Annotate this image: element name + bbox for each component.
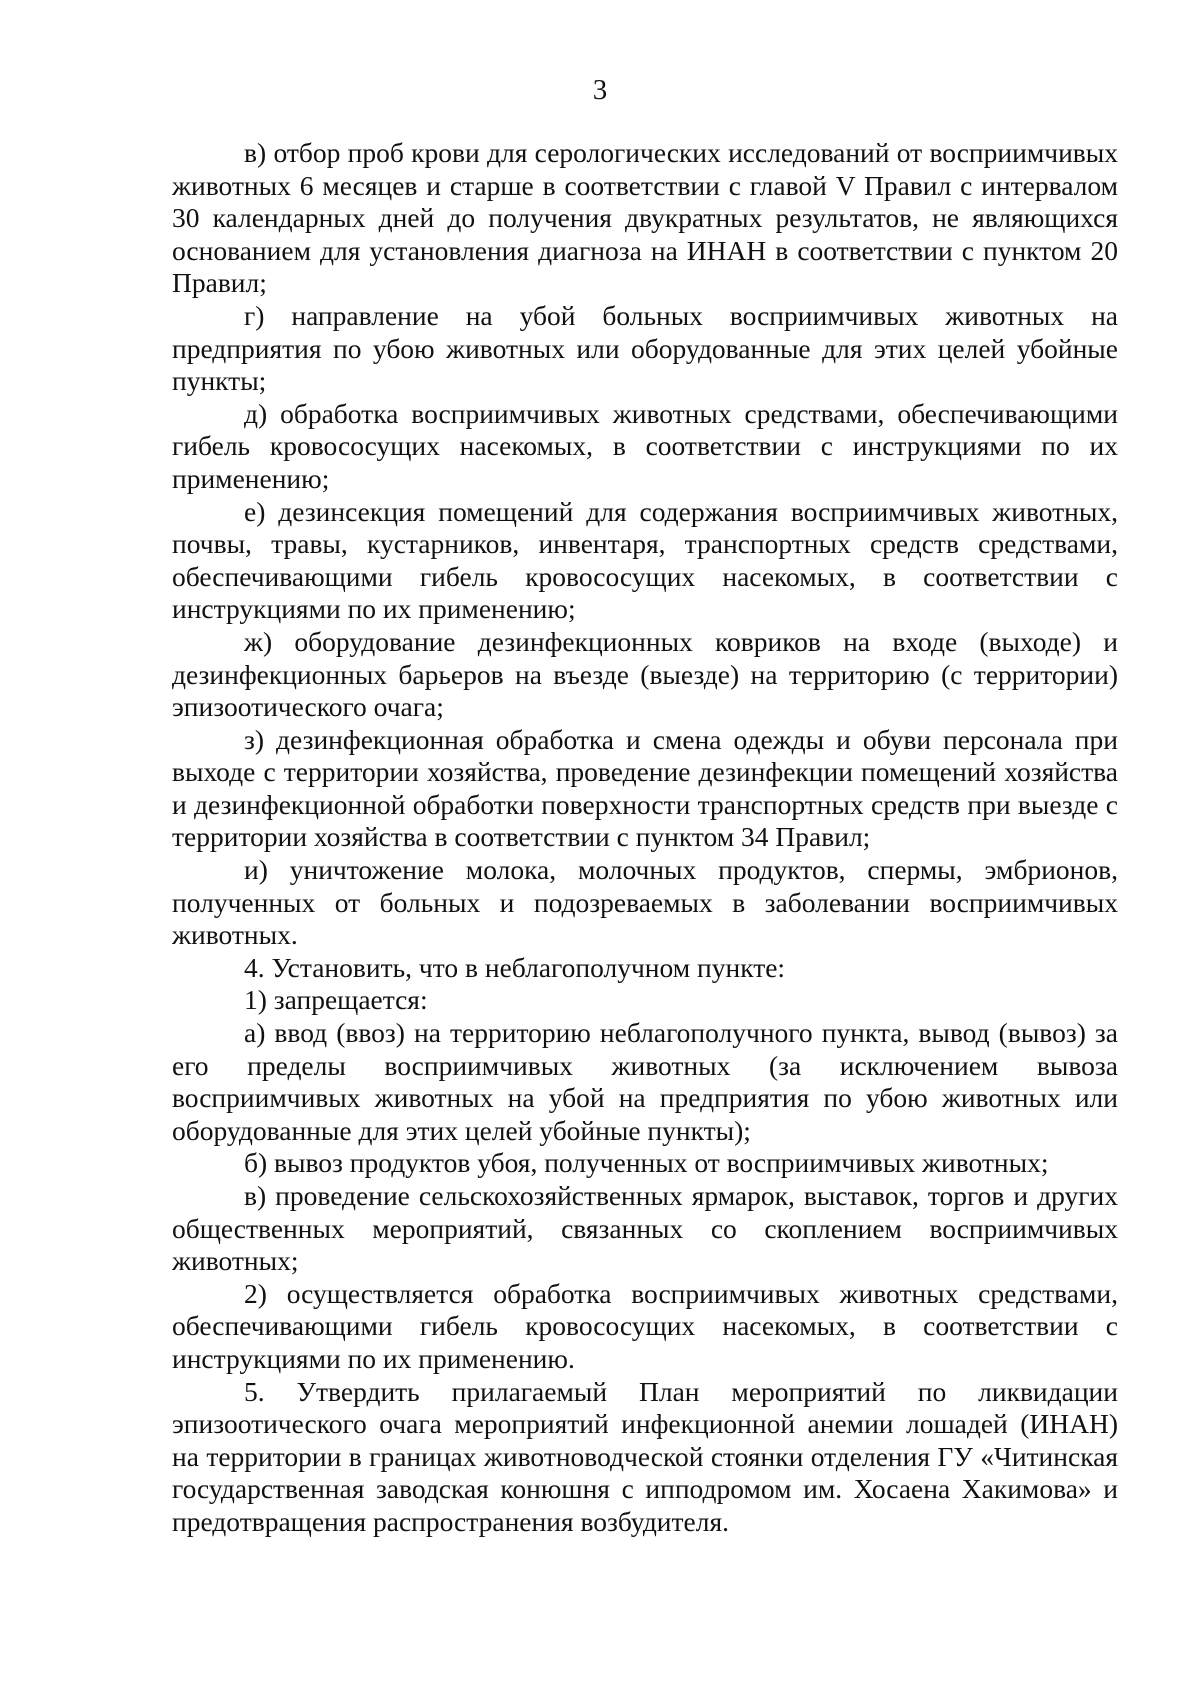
document-body [172,137,1118,1539]
paragraph-g-slaughter: г) направление на убой больных восприимчивых животных на предприятия по убою животных или оборудованные для этих целей убойные пункты; [172,299,1118,397]
paragraph-5-approve-plan: 5. Утвердить прилагаемый План мероприятий по ликвидации эпизоотического очага мероприятий инфекционной анемии лошадей (ИНАН) на территории в границах животноводческой стоянки отделения ГУ «Читинская государственная заводская конюшня с ипподромом им. Хосаена Хакимова» и предотвращения распространения возбудителя. [172,1375,1118,1537]
paragraph-d-animal-treatment: д) обработка восприимчивых животных средствами, обеспечивающими гибель кровососущих насекомых, в соответствии с инструкциями по их применению; [172,397,1118,494]
paragraph-a-import-export: а) ввод (ввоз) на территорию неблагополучного пункта, вывод (вывоз) за его пределы восприимчивых животных (за исключением вывоза восприимчивых животных на убой на предприятия по убою животных или оборудованные для этих целей убойные пункты); [172,1017,1118,1146]
paragraph-v-blood-sampling: в) отбор проб крови для серологических исследований от восприимчивых животных 6 месяцев и старше в соответствии с главой V Правил с интервалом 30 календарных дней до получения двукратных результатов, не являющихся основанием для установления диагноза на ИНАН в соответствии с пунктом 20 Правил; [172,137,1118,299]
paragraph-e-disinsection: е) дезинсекция помещений для содержания восприимчивых животных, почвы, травы, кустарников, инвентаря, транспортных средств средствами, обеспечивающими гибель кровососущих насекомых, в соответствии с инструкциями по их применению; [172,495,1118,625]
paragraph-v-fairs: в) проведение сельскохозяйственных ярмарок, выставок, торгов и других общественных мероприятий, связанных со скоплением восприимчивых животных; [172,1180,1118,1277]
paragraph-4-2-treatment: 2) осуществляется обработка восприимчивых животных средствами, обеспечивающими гибель кровососущих насекомых, в соответствии с инструкциями по их применению. [172,1277,1118,1374]
paragraph-zh-disinfection-mats: ж) оборудование дезинфекционных ковриков на входе (выходе) и дезинфекционных барьеров на въезде (выезде) на территорию (с территории) эпизоотического очага; [172,625,1118,723]
paragraph-i-milk-destruction: и) уничтожение молока, молочных продуктов, спермы, эмбрионов, полученных от больных и подозреваемых в заболевании восприимчивых животных. [172,854,1118,951]
paragraph-4-establish: 4. Установить, что в неблагополучном пункте: [244,951,786,983]
paragraph-z-personnel-disinfection: з) дезинфекционная обработка и смена одежды и обуви персонала при выходе с территории хозяйства, проведение дезинфекции помещений хозяйства и дезинфекционной обработки поверхности транспортных средств при выезде с территории хозяйства в соответствии с пунктом 34 Правил; [172,723,1118,853]
page-number: 3 [592,74,608,106]
paragraph-b-slaughter-products: б) вывоз продуктов убоя, полученных от восприимчивых животных; [244,1147,1049,1179]
paragraph-4-1-prohibited: 1) запрещается: [244,984,428,1016]
